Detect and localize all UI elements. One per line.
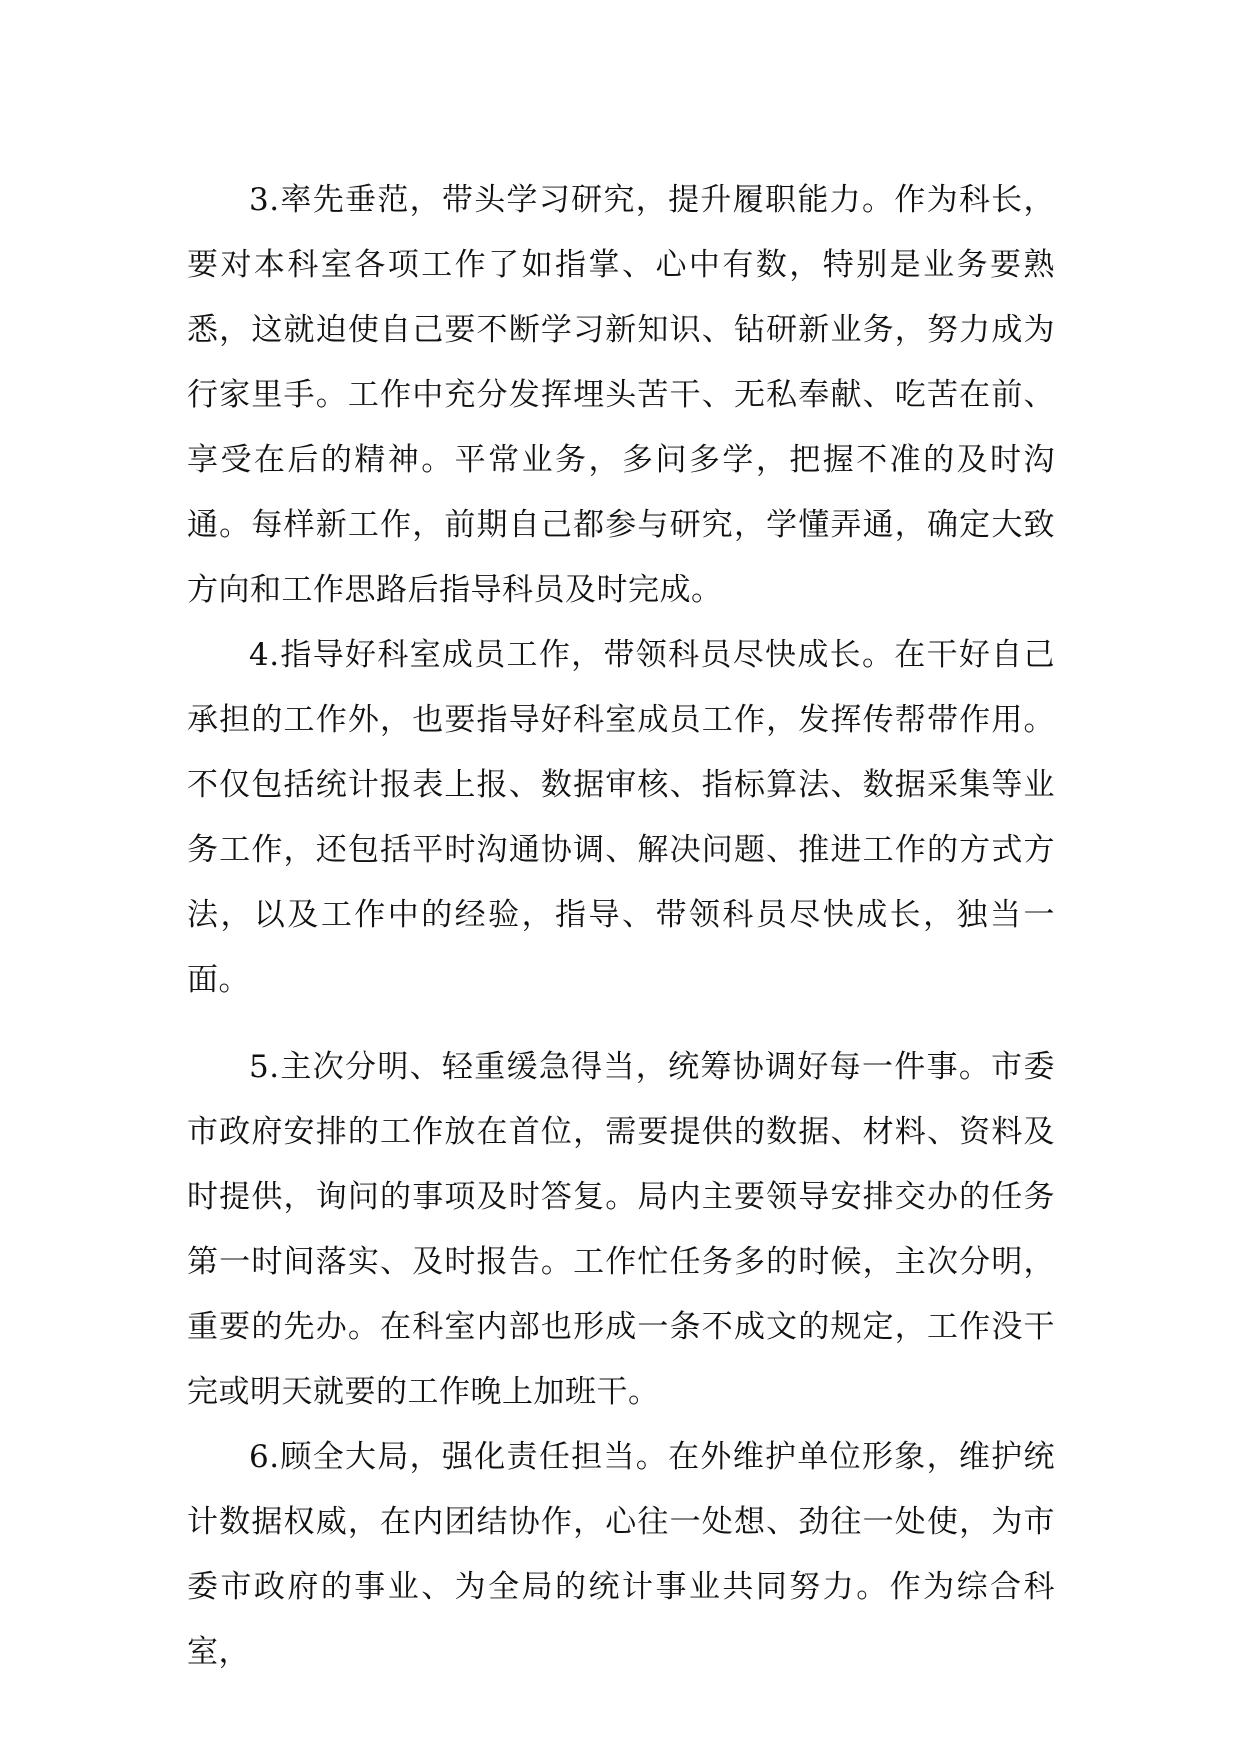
paragraph-item-3: 3.率先垂范，带头学习研究，提升履职能力。作为科长，要对本科室各项工作了如指掌、心中有数，特别是业务要熟悉，这就迫使自己要不断学习新知识、钻研新业务，努力成为行家里手。工作中充分发挥埋头苦干、无私奉献、吃苦在前、享受在后的精神。平常业务，多问多学，把握不准的及时沟通。每样新工作，前期自己都参与研究，学懂弄通，确定大致方向和工作思路后指导科员及时完成。 (187, 182, 1055, 608)
paragraph-item-5: 5.主次分明、轻重缓急得当，统筹协调好每一件事。市委市政府安排的工作放在首位，需要提供的数据、材料、资料及时提供，询问的事项及时答复。局内主要领导安排交办的任务第一时间落实、及时报告。工作忙任务多的时候，主次分明，重要的先办。在科室内部也形成一条不成文的规定，工作没干完或明天就要的工作晚上加班干。 (187, 1049, 1055, 1410)
paragraph-item-4: 4.指导好科室成员工作，带领科员尽快成长。在干好自己承担的工作外，也要指导好科室成员工作，发挥传帮带作用。不仅包括统计报表上报、数据审核、指标算法、数据采集等业务工作，还包括平时沟通协调、解决问题、推进工作的方式方法，以及工作中的经验，指导、带领科员尽快成长，独当一面。 (187, 637, 1055, 998)
document-body (187, 168, 1055, 1685)
paragraph-item-6: 6.顾全大局，强化责任担当。在外维护单位形象，维护统计数据权威，在内团结协作，心往一处想、劲往一处使，为市委市政府的事业、为全局的统计事业共同努力。作为综合科室， (187, 1439, 1055, 1670)
